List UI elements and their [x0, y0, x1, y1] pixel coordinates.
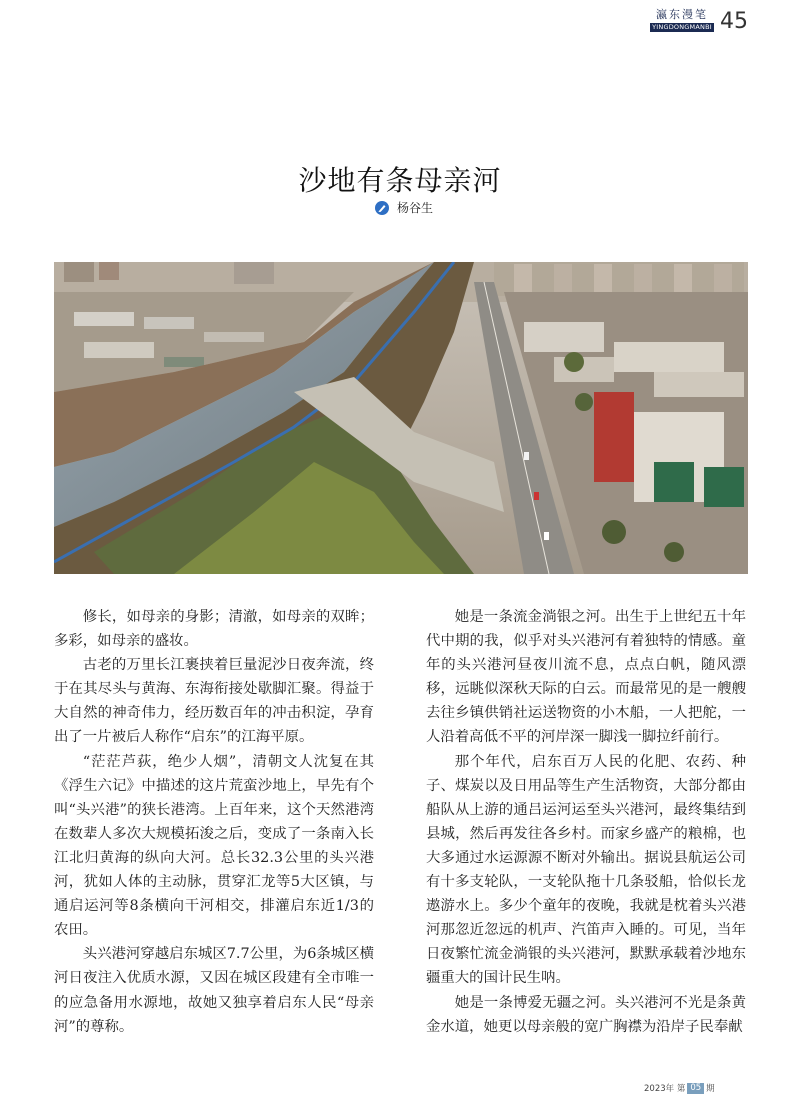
aerial-river-photo	[54, 262, 748, 574]
issue-suffix: 期	[706, 1084, 715, 1094]
body-column-right	[426, 605, 746, 1039]
pen-nib-icon	[375, 201, 389, 215]
body-column-left	[54, 605, 374, 1039]
article-title: 沙地有条母亲河	[298, 163, 502, 197]
paragraph: 修长，如母亲的身影；清澈，如母亲的双眸；多彩，如母亲的盛妆。	[54, 609, 374, 650]
author-name: 杨谷生	[397, 201, 434, 215]
page-number: 45	[720, 9, 748, 34]
issue-number: 05	[687, 1083, 704, 1094]
section-title: 瀛东漫笔	[656, 8, 708, 21]
issue-footer	[644, 1082, 715, 1094]
issue-year: 2023年 第	[644, 1084, 686, 1094]
paragraph: 头兴港河穿越启东城区7.7公里，为6条城区横河日夜注入优质水源，又因在城区段建有全市唯一的应急备用水源地，故她又独享着启东人民“母亲河”的尊称。	[54, 946, 374, 1035]
author-byline	[375, 199, 433, 216]
section-subtitle: YINGDONGMANBI	[650, 23, 714, 32]
magazine-section-brand	[650, 8, 714, 32]
paragraph: 古老的万里长江裹挟着巨量泥沙日夜奔流，终于在其尽头与黄海、东海衔接处歇脚汇聚。得益于大自然的神奇伟力，经历数百年的冲击积淀，孕育出了一片被后人称作“启东”的江海平原。	[54, 657, 374, 746]
paragraph: “茫茫芦荻，绝少人烟”，清朝文人沈复在其《浮生六记》中描述的这片荒蛮沙地上，早先有个叫“头兴港”的狭长港湾。上百年来，这个天然港湾在数辈人多次大规模拓浚之后，变成了一条南入长江北归黄海的纵向大河。总长32.3公里的头兴港河，犹如人体的主动脉，贯穿汇龙等5大区镇，与通启运河等8条横向干河相交，排灌启东近1/3的农田。	[54, 753, 374, 939]
paragraph: 她是一条博爱无疆之河。头兴港河不光是条黄金水道，她更以母亲般的宽广胸襟为沿岸子民奉献	[426, 994, 746, 1035]
paragraph: 那个年代，启东百万人民的化肥、农药、种子、煤炭以及日用品等生产生活物资，大部分都由船队从上游的通吕运河运至头兴港河，最终集结到县城，然后再发往各乡村。而家乡盛产的粮棉，也大多通过水运源源不断对外输出。据说县航运公司有十多支轮队，一支轮队拖十几条驳船，恰似长龙遨游水上。多少个童年的夜晚，我就是枕着头兴港河那忽近忽远的机声、汽笛声入睡的。可见，当年日夜繁忙流金淌银的头兴港河，默默承载着沙地东疆重大的国计民生呐。	[426, 753, 746, 987]
paragraph: 她是一条流金淌银之河。出生于上世纪五十年代中期的我，似乎对头兴港河有着独特的情感。童年的头兴港河昼夜川流不息，点点白帆，随风漂移，远眺似深秋天际的白云。而最常见的是一艘艘去往乡镇供销社运送物资的小木船，一人把舵，一人沿着高低不平的河岸深一脚浅一脚拉纤前行。	[426, 609, 746, 746]
